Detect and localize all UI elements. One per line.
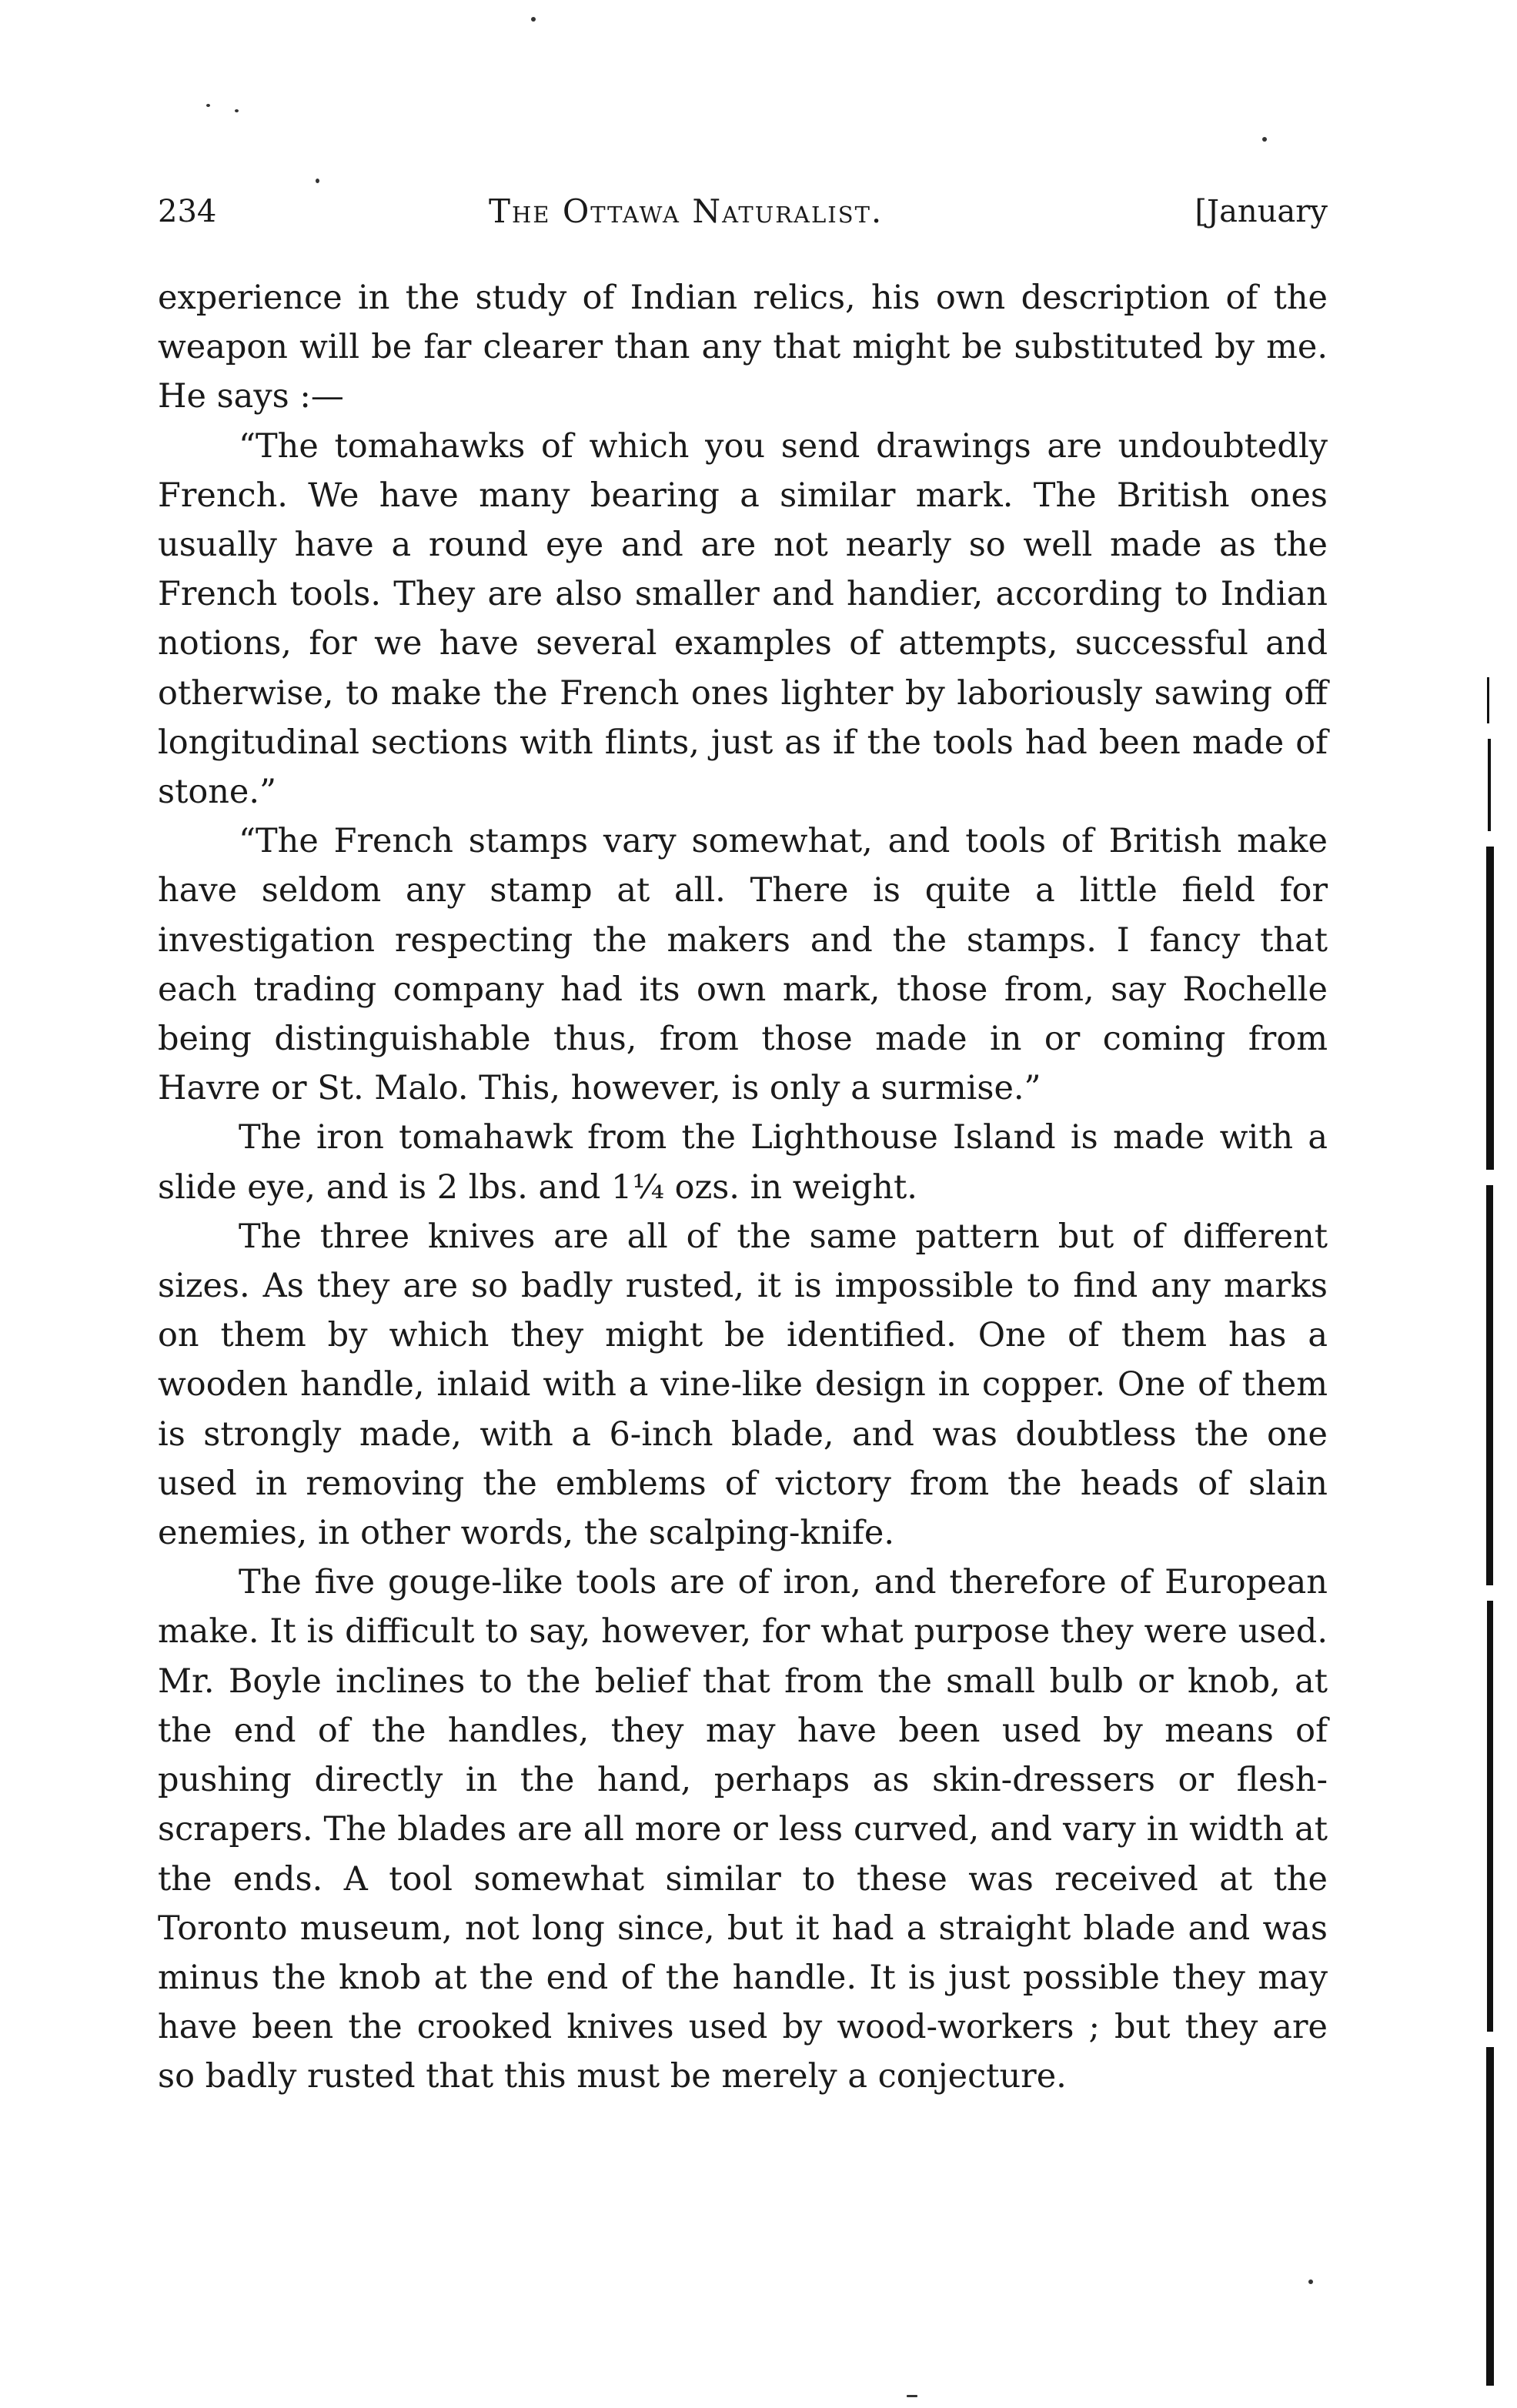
scan-speck (206, 104, 210, 107)
binding-edge-mark (1488, 739, 1491, 831)
scan-speck (531, 17, 536, 22)
scan-speck (316, 179, 319, 183)
paragraph: experience in the study of Indian relics, his own description of the weapon will be far clearer than any that might be substituted by me. He says :— (158, 279, 1328, 416)
paragraph: The five gouge-like tools are of iron, and therefore of European make. It is difficult to say, however, for what purpose they were used. Mr. Boyle inclines to the belief that from the small bulb or knob, at the end of the handles, they may have been used by means of pushing directly in the hand, perhaps as skin-dressers or flesh-scrapers. The blades are all more or less curved, and vary in width at the ends. A tool somewhat similar to these was received at the Toronto museum, not long since, but it had a straight blade and was minus the knob at the end of the handle. It is just possible they may have been the crooked knives used by wood-workers ; but they are so badly rusted that this must be merely a conjecture. (158, 1563, 1328, 2096)
binding-edge-mark (1486, 2047, 1494, 2386)
scan-speck (235, 109, 239, 112)
page-number: 234 (158, 194, 217, 229)
binding-edge-mark (1486, 1185, 1493, 1585)
paragraph: The three knives are all of the same pattern but of different sizes. As they are so badly rusted, it is impossible to find any marks on them by which they might be identified. One of them has a wooden handle, inlaid with a vine-like design in copper. One of them is strongly made, with a 6-inch blade, and was doubtless the one used in removing the emblems of victory from the heads of slain enemies, in other words, the scalping-knife. (158, 1217, 1328, 1553)
quoted-paragraph: “The French stamps vary somewhat, and tools of British make have seldom any stamp at all. There is quite a little field for investigation respecting the makers and the stamps. I fancy that each trading company had its own mark, those from, say Rochelle being distinguishable thus, from those made in or coming from Havre or St. Malo. This, however, is only a surmise.” (158, 822, 1328, 1108)
paragraph: The iron tomahawk from the Lighthouse Island is made with a slide eye, and is 2 lbs. and 1¼ ozs. in weight. (158, 1118, 1328, 1207)
binding-edge-mark (1487, 677, 1489, 723)
scan-speck (1262, 137, 1267, 142)
scan-speck (1308, 2279, 1313, 2284)
scan-speck (907, 2395, 917, 2397)
quoted-paragraph: “The tomahawks of which you send drawings are undoubtedly French. We have many bearing a similar mark. The British ones usually have a round eye and are not nearly so well made as the French tools. They are also smaller and handier, according to Indian notions, for we have several examples of attempts, successful and otherwise, to make the French ones lighter by laboriously sawing off longitudinal sections with flints, just as if the tools had been made of stone.” (158, 426, 1328, 812)
journal-title: The Ottawa Naturalist. (489, 192, 884, 230)
issue-month: [January (1195, 194, 1328, 229)
running-header (158, 185, 1328, 239)
article-body (158, 273, 1328, 2102)
binding-edge-mark (1487, 1601, 1493, 2032)
binding-edge-mark (1486, 847, 1494, 1170)
